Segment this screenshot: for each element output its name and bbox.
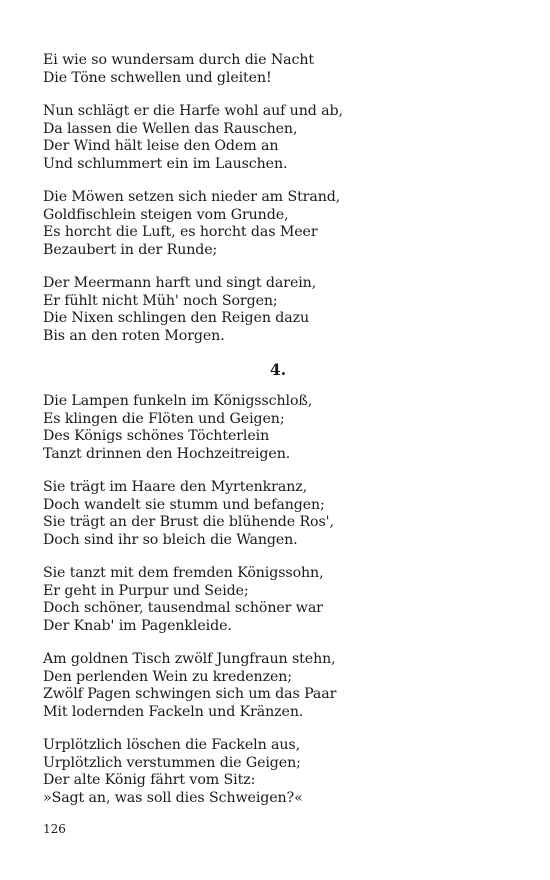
stanza bbox=[43, 189, 513, 259]
stanza bbox=[43, 479, 513, 549]
verse-line: Goldfischlein steigen vom Grunde, bbox=[43, 206, 289, 223]
verse-line: Die Töne schwellen und gleiten! bbox=[43, 69, 272, 86]
verse-line: Es klingen die Flöten und Geigen; bbox=[43, 410, 285, 427]
verse-line: Und schlummert ein im Lauschen. bbox=[43, 155, 288, 172]
verse-line: Bezaubert in der Runde; bbox=[43, 241, 218, 258]
stanza bbox=[43, 103, 513, 173]
section-heading: 4. bbox=[269, 360, 287, 379]
verse-line: Tanzt drinnen den Hochzeitreigen. bbox=[43, 445, 291, 462]
poem-part-1 bbox=[43, 52, 513, 345]
verse-line: Nun schlägt er die Harfe wohl auf und ab, bbox=[43, 103, 343, 119]
verse-line: »Sagt an, was soll dies Schweigen?« bbox=[43, 789, 303, 806]
verse-line: Der Meermann harft und singt darein, bbox=[43, 275, 317, 291]
verse-line: Sie tanzt mit dem fremden Königssohn, bbox=[43, 565, 324, 581]
verse-line: Urplötzlich verstummen die Geigen; bbox=[43, 754, 301, 771]
verse-line: Doch wandelt sie stumm und befangen; bbox=[43, 496, 325, 513]
verse-line: Der Wind hält leise den Odem an bbox=[43, 138, 279, 154]
stanza bbox=[43, 275, 513, 345]
stanza bbox=[43, 393, 513, 463]
stanza bbox=[43, 737, 513, 807]
verse-line: Er geht in Purpur und Seide; bbox=[43, 582, 249, 599]
verse-line: Sie trägt an der Brust die blühende Ros', bbox=[43, 514, 334, 530]
verse-line: Der alte König fährt vom Sitz: bbox=[43, 772, 256, 788]
verse-line: Zwölf Pagen schwingen sich um das Paar bbox=[43, 686, 337, 702]
poem-text bbox=[43, 52, 513, 823]
stanza bbox=[43, 565, 513, 635]
verse-line: Bis an den roten Morgen. bbox=[43, 327, 225, 344]
stanza bbox=[43, 651, 513, 721]
verse-line: Die Möwen setzen sich nieder am Strand, bbox=[43, 189, 341, 205]
verse-line: Er fühlt nicht Müh' noch Sorgen; bbox=[43, 292, 278, 309]
verse-line: Da lassen die Wellen das Rauschen, bbox=[43, 120, 298, 137]
verse-line: Urplötzlich löschen die Fackeln aus, bbox=[43, 737, 301, 753]
verse-line: Am goldnen Tisch zwölf Jungfraun stehn, bbox=[43, 651, 336, 667]
verse-line: Den perlenden Wein zu kredenzen; bbox=[43, 668, 292, 685]
verse-line: Doch schöner, tausendmal schöner war bbox=[43, 600, 323, 616]
verse-line: Es horcht die Luft, es horcht das Meer bbox=[43, 224, 318, 240]
verse-line: Der Knab' im Pagenkleide. bbox=[43, 617, 232, 634]
verse-line: Des Königs schönes Töchterlein bbox=[43, 428, 270, 444]
poem-part-2 bbox=[43, 393, 513, 807]
verse-line: Mit lodernden Fackeln und Kränzen. bbox=[43, 703, 304, 720]
verse-line: Doch sind ihr so bleich die Wangen. bbox=[43, 531, 298, 548]
verse-line: Sie trägt im Haare den Myrtenkranz, bbox=[43, 479, 308, 495]
verse-line: Die Nixen schlingen den Reigen dazu bbox=[43, 310, 310, 326]
verse-line: Die Lampen funkeln im Königsschloß, bbox=[43, 393, 313, 409]
stanza bbox=[43, 52, 513, 87]
verse-line: Ei wie so wundersam durch die Nacht bbox=[43, 52, 314, 68]
page-number: 126 bbox=[43, 822, 66, 836]
